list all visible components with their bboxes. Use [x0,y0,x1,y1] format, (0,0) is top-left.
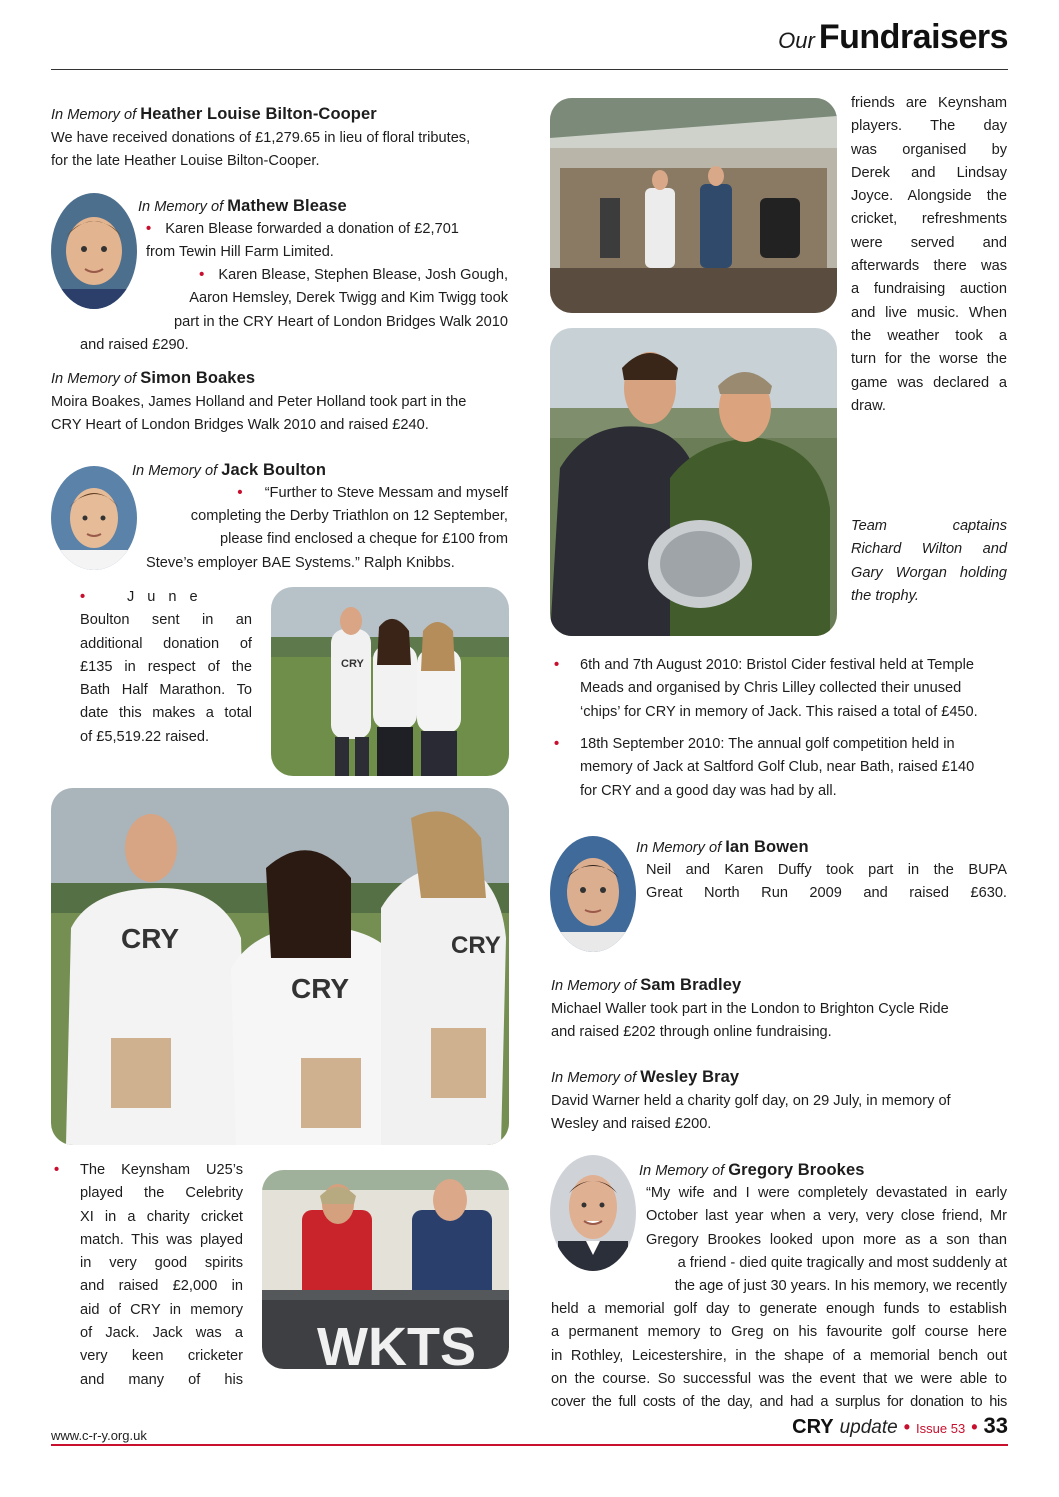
footer-url-link[interactable]: www.c-r-y.org.uk [51,1428,147,1443]
shirt-logo-text-2: CRY [291,973,350,1004]
memory-heading-bowen: In Memory of Ian Bowen [636,838,809,856]
footer-issue: Issue 53 [916,1421,966,1436]
memory-heading-bray: In Memory of Wesley Bray [551,1068,740,1086]
footer-brand: CRY [792,1416,834,1438]
header-rule [51,69,1008,70]
boulton-item-1b: completing the Derby Triathlon on 12 September, [190,508,508,524]
photo-three-runners [271,587,509,776]
title-main: Fundraisers [818,18,1008,56]
blease-item-2c: part in the CRY Heart of London Bridges Walk 2010 [174,314,508,330]
boakes-text: Moira Boakes, James Holland and Peter Holland took part in the CRY Heart of London Bridges Walk 2010 and raised £240. [51,394,467,434]
bullet-cider-festival: • 6th and 7th August 2010: Bristol Cider festival held at Temple Meads and organised by Chris Lilley collected their unused ‘chips’ for CRY in memory of Jack. This raised a total of £450. [554,657,978,720]
portrait-gregory-brookes [550,1155,636,1271]
photo-caption: Team captains Richard Wilton and Gary Worgan holding the trophy. [851,518,1007,604]
page-title [778,18,1008,56]
photo-captains-trophy [550,328,837,636]
scoreboard-text: WKTS [317,1317,476,1369]
footer-rule [51,1444,1008,1446]
bowen-text: Neil and Karen Duffy took part in the BUPA Great North Run 2009 and raised £630. [646,862,1007,902]
shirt-logo-text-3: CRY [451,932,501,959]
shirt-logo-text-1: CRY [121,923,180,954]
memory-heading-bradley: In Memory of Sam Bradley [551,976,742,994]
shirt-logo-text: CRY [341,658,364,670]
footer-dot-2: • [971,1417,978,1437]
memory-heading-brookes: In Memory of Gregory Brookes [639,1161,865,1179]
portrait-jack-boulton [51,466,137,570]
brookes-text-top: “My wife and I were completely devastated in early October last year when a very, very close friend, Mr Gregory Brookes looked upon more as a son than [646,1185,1007,1248]
bray-text: David Warner held a charity golf day, on 29 July, in memory of Wesley and raised £200. [551,1093,951,1133]
blease-item-2a: • Karen Blease, Stephen Blease, Josh Gough, [199,267,508,283]
blease-item-1: • Karen Blease forwarded a donation of £2,701 from Tewin Hill Farm Limited. [146,221,459,261]
boulton-item-1d: Steve’s employer BAE Systems.” Ralph Knibbs. [146,555,455,571]
bradley-text: Michael Waller took part in the London to Brighton Cycle Ride and raised £202 through online fundraising. [551,1001,949,1041]
keynsham-continued: friends are Keynsham players. The day was organised by Derek and Lindsay Joyce. Alongside the cricket, refreshments were served and afterwards there was a fundraising auction and live music. When the weather took a turn for the worse the game was declared a draw. [851,95,1007,414]
memory-label: In Memory of [51,107,137,123]
brookes-line-4: a friend - died quite tragically and most suddenly at [677,1255,1007,1271]
photo-scoreboard [262,1170,509,1369]
memory-heading-blease: In Memory of Mathew Blease [138,197,347,215]
page-number: 33 [983,1413,1008,1438]
title-prefix: Our [778,28,815,53]
bullet-golf-competition: • 18th September 2010: The annual golf competition held in memory of Jack at Saltford Golf Club, near Bath, raised £140 for CRY and a good day was had by all. [554,736,975,799]
boulton-item-1c: please find enclosed a cheque for £100 from [219,531,508,547]
blease-item-2d: and raised £290. [80,337,189,353]
brookes-line-5: the age of just 30 years. In his memory, we recently [674,1278,1007,1294]
boulton-item-1a: • “Further to Steve Messam and myself [237,485,508,501]
footer-publication [792,1414,1008,1440]
portrait-ian-bowen [550,836,636,952]
memory-name: Heather Louise Bilton-Cooper [140,105,377,123]
photo-shirts-back [51,788,509,1145]
portrait-mathew-blease [51,193,137,309]
bilton-text: We have received donations of £1,279.65 in lieu of floral tributes, for the late Heather Louise Bilton-Cooper. [51,130,471,170]
memory-heading-boakes: In Memory of Simon Boakes [51,369,256,387]
memory-heading-boulton: In Memory of Jack Boulton [132,461,327,479]
blease-item-2b: Aaron Hemsley, Derek Twigg and Kim Twigg took [189,290,508,306]
keynsham-paragraph: • The Keynsham U25’s played the Celebrity XI in a charity cricket match. This was played in very good spirits and raised £2,000 in aid of CRY in memory of Jack. Jack was a very keen cricketer and many of his [54,1162,243,1388]
memory-heading-bilton [51,103,377,127]
brookes-text-bottom: held a memorial golf day to generate enough funds to establish a permanent memory to Greg on his favourite golf course here in Rothley, Leicestershire, in the shape of a memorial bench out on the course. So successful was the event that we were able to cover the full costs of the day, and had a surplus for donation to his [551,1301,1007,1411]
footer-update: update [839,1417,898,1438]
footer-dot: • [903,1417,911,1437]
photo-live-band [550,98,837,313]
boulton-item-2: • June Boulton sent in an additional donation of £135 in respect of the Bath Half Marathon. To date this makes a total of £5,519.22 raised. [80,589,252,745]
